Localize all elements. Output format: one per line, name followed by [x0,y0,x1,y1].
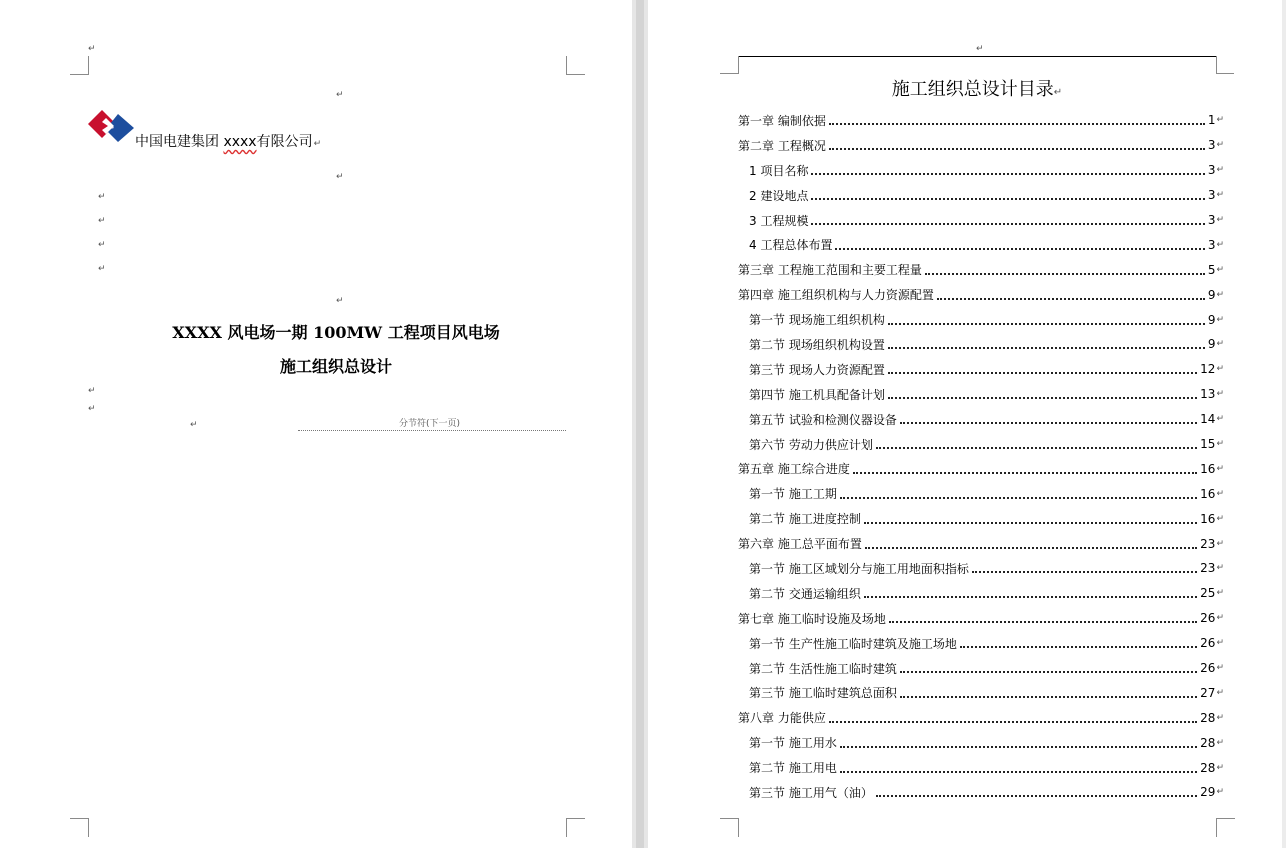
paragraph-mark: ↵ [1216,414,1224,425]
toc-dot-leader [960,646,1197,648]
paragraph-mark: ↵ [1216,712,1224,723]
toc-dot-leader [811,223,1204,225]
toc-entry[interactable] [738,208,1224,233]
toc-dot-leader [811,173,1204,175]
toc-entry-page: 5 [1207,262,1216,277]
toc-entry[interactable] [738,456,1224,481]
toc-entry-title: 4 工程总体布置 [749,238,833,253]
paragraph-mark: ↵ [1216,463,1224,474]
company-suffix: 有限公司 [256,134,313,150]
paragraph-mark: ↵ [1216,289,1224,300]
paragraph-mark: ↵ [1216,165,1224,176]
toc-entry-title: 第三节 现场人力资源配置 [749,362,885,377]
paragraph-mark: ↵ [98,240,106,250]
page-gutter-shadow [636,0,644,848]
toc-dot-leader [888,372,1197,374]
toc-entry-title: 3 工程规模 [749,213,809,228]
paragraph-mark: ↵ [1216,239,1224,250]
toc-dot-leader [937,298,1205,300]
toc-dot-leader [840,771,1197,773]
toc-entry-page: 9 [1207,312,1216,327]
toc-entry[interactable] [738,332,1224,357]
paragraph-mark: ↵ [1216,663,1224,674]
toc-entry[interactable] [738,382,1224,407]
paragraph-mark: ↵ [1216,513,1224,524]
paragraph-mark: ↵ [98,264,106,274]
toc-entry[interactable] [738,257,1224,282]
toc-entry-title: 第二节 生活性施工临时建筑 [749,661,897,676]
toc-entry-page: 15 [1200,437,1216,452]
paragraph-mark: ↵ [1216,638,1224,649]
toc-entry-title: 第三节 施工用气（油） [749,785,873,800]
toc-entry-title: 第一节 生产性施工临时建筑及施工场地 [749,636,957,651]
toc-entry-page: 28 [1200,710,1216,725]
toc-entry-page: 23 [1200,561,1216,576]
toc-entry-page: 27 [1200,685,1216,700]
crop-mark [566,818,585,837]
crop-mark [720,818,739,837]
crop-mark [566,56,585,75]
paragraph-mark: ↵ [1216,364,1224,375]
paragraph-mark: ↵ [1216,762,1224,773]
paragraph-mark: ↵ [1216,687,1224,698]
toc-dot-leader [835,248,1204,250]
document-title-line2: 施工组织总设计 [279,357,392,376]
toc-entry-page: 12 [1200,362,1216,377]
toc-dot-leader [900,696,1197,698]
toc-dot-leader [811,198,1204,200]
toc-entry-title: 第四章 施工组织机构与人力资源配置 [738,288,934,303]
toc-dot-leader [876,795,1197,797]
toc-entry[interactable] [738,656,1224,681]
paragraph-mark: ↵ [1216,563,1224,574]
toc-entry-page: 9 [1207,287,1216,302]
toc-dot-leader [888,347,1205,349]
toc-dot-leader [888,397,1197,399]
toc-entry-title: 第五节 试验和检测仪器设备 [749,412,897,427]
company-name [135,133,320,151]
toc-dot-leader [876,447,1197,449]
paragraph-mark: ↵ [336,172,344,182]
toc-title-text: 施工组织总设计目录 [891,79,1054,100]
toc-dot-leader [889,621,1197,623]
toc-entry-page: 29 [1200,785,1216,800]
toc-entry-title: 第四节 施工机具配备计划 [749,387,885,402]
toc-entry-title: 第一节 施工区域划分与施工用地面积指标 [749,561,969,576]
toc-entry-title: 第七章 施工临时设施及场地 [738,611,886,626]
toc-entry-title: 第二节 施工进度控制 [749,512,861,527]
toc-entry[interactable] [738,780,1224,805]
company-logo-icon [88,110,134,146]
toc-entry-title: 第一节 现场施工组织机构 [749,313,885,328]
toc-entry[interactable] [738,158,1224,183]
paragraph-mark: ↵ [1216,190,1224,201]
toc-dot-leader [865,547,1197,549]
toc-entry-page: 26 [1200,636,1216,651]
paragraph-mark: ↵ [1216,140,1224,151]
toc-entry-title: 第二节 施工用电 [749,761,837,776]
toc-dot-leader [900,422,1197,424]
toc-entry[interactable] [738,556,1224,581]
toc-entry[interactable] [738,680,1224,705]
paragraph-mark: ↵ [976,44,984,54]
toc-entry-page: 3 [1207,213,1216,227]
toc-entry[interactable] [738,705,1224,730]
toc-entry-title: 第一节 施工用水 [749,736,837,751]
paragraph-mark: ↵ [336,296,344,306]
toc-dot-leader [829,721,1197,723]
paragraph-mark: ↵ [88,404,96,414]
toc-dot-leader [864,522,1197,524]
toc-entry[interactable] [738,133,1224,158]
toc-entry-title: 1 项目名称 [749,163,809,178]
toc-dot-leader [925,273,1205,275]
paragraph-mark: ↵ [1216,339,1224,350]
scroll-edge [1282,0,1286,848]
toc-entry-title: 第五章 施工综合进度 [738,462,850,477]
toc-dot-leader [829,148,1205,150]
crop-mark [70,56,89,75]
toc-dot-leader [900,671,1197,673]
crop-mark [1216,73,1234,74]
section-break-label: 分节符(下一页) [399,419,461,429]
header-rule [738,56,1216,57]
paragraph-mark: ↵ [98,192,106,202]
toc-dot-leader [853,472,1197,474]
crop-mark [70,818,89,837]
toc-entry-title: 第二节 现场组织机构设置 [749,337,885,352]
cover-page [0,0,632,848]
paragraph-mark: ↵ [88,386,96,396]
paragraph-mark: ↵ [98,216,106,226]
page-gutter [632,0,648,848]
toc-entry-page: 9 [1207,337,1216,352]
toc-entry-page: 16 [1200,461,1216,476]
toc-entry-page: 28 [1200,760,1216,775]
crop-mark [1216,818,1235,837]
toc-entry-page: 23 [1200,536,1216,551]
company-name-text: 中国电建集团 [135,134,219,150]
toc-entry-title: 第八章 力能供应 [738,711,826,726]
toc-list [738,108,1224,805]
paragraph-mark: ↵ [1216,439,1224,450]
toc-dot-leader [840,497,1197,499]
toc-entry[interactable] [738,432,1224,457]
toc-title [738,78,1216,102]
toc-entry[interactable] [738,282,1224,307]
toc-entry-page: 26 [1200,661,1216,676]
toc-entry-title: 第二章 工程概况 [738,138,826,153]
toc-entry-page: 1 [1207,113,1216,128]
toc-entry-title: 第一节 施工工期 [749,487,837,502]
toc-entry-page: 25 [1200,586,1216,601]
toc-entry-page: 3 [1207,188,1216,203]
toc-entry-page: 28 [1200,735,1216,750]
paragraph-mark: ↵ [1216,488,1224,499]
toc-dot-leader [864,596,1197,598]
crop-mark [720,73,738,74]
paragraph-mark: ↵ [1216,264,1224,275]
toc-entry[interactable] [738,307,1224,332]
paragraph-mark: ↵ [88,44,96,54]
company-placeholder: xxxx [223,134,257,150]
section-break [298,418,566,431]
toc-entry-page: 13 [1200,387,1216,402]
toc-entry[interactable] [738,631,1224,656]
toc-entry[interactable] [738,506,1224,531]
toc-dot-leader [888,323,1205,325]
toc-entry-page: 16 [1200,511,1216,526]
toc-entry[interactable] [738,581,1224,606]
paragraph-mark: ↵ [1216,588,1224,599]
toc-entry-title: 第六节 劳动力供应计划 [749,437,873,452]
toc-entry[interactable] [738,232,1224,257]
paragraph-mark: ↵ [1053,87,1063,98]
toc-entry[interactable] [738,531,1224,556]
toc-entry[interactable] [738,357,1224,382]
toc-entry-page: 3 [1207,237,1216,252]
toc-entry-title: 第二节 交通运输组织 [749,586,861,601]
paragraph-mark: ↵ [1216,314,1224,325]
toc-entry-title: 2 建设地点 [749,188,809,203]
toc-entry-title: 第六章 施工总平面布置 [738,537,862,552]
paragraph-mark: ↵ [1216,215,1224,225]
toc-entry-page: 16 [1200,486,1216,501]
toc-dot-leader [840,746,1197,748]
paragraph-mark: ↵ [336,90,344,100]
paragraph-mark: ↵ [1216,389,1224,400]
toc-entry[interactable] [738,730,1224,755]
toc-dot-leader [972,571,1197,573]
toc-entry[interactable] [738,108,1224,133]
document-title-line1: XXXX 风电场一期 100MW 工程项目风电场 [172,323,500,342]
toc-entry[interactable] [738,606,1224,631]
toc-entry-page: 3 [1207,163,1216,178]
crop-mark [738,56,739,74]
paragraph-mark: ↵ [190,420,198,430]
paragraph-mark: ↵ [1216,115,1224,126]
paragraph-mark: ↵ [1216,737,1224,748]
toc-entry-page: 14 [1200,412,1216,427]
toc-entry-page: 26 [1200,611,1216,626]
toc-entry-page: 3 [1207,138,1216,153]
toc-entry[interactable] [738,183,1224,208]
toc-entry-title: 第一章 编制依据 [738,113,826,128]
toc-dot-leader [829,123,1205,125]
toc-entry[interactable] [738,481,1224,506]
crop-mark [1216,56,1217,74]
toc-entry-title: 第三节 施工临时建筑总面积 [749,686,897,701]
toc-entry[interactable] [738,755,1224,780]
toc-entry-title: 第三章 工程施工范围和主要工程量 [738,263,922,278]
paragraph-mark: ↵ [1216,613,1224,624]
paragraph-mark: ↵ [313,139,322,149]
paragraph-mark: ↵ [1216,538,1224,549]
paragraph-mark: ↵ [1216,787,1224,798]
toc-entry[interactable] [738,407,1224,432]
